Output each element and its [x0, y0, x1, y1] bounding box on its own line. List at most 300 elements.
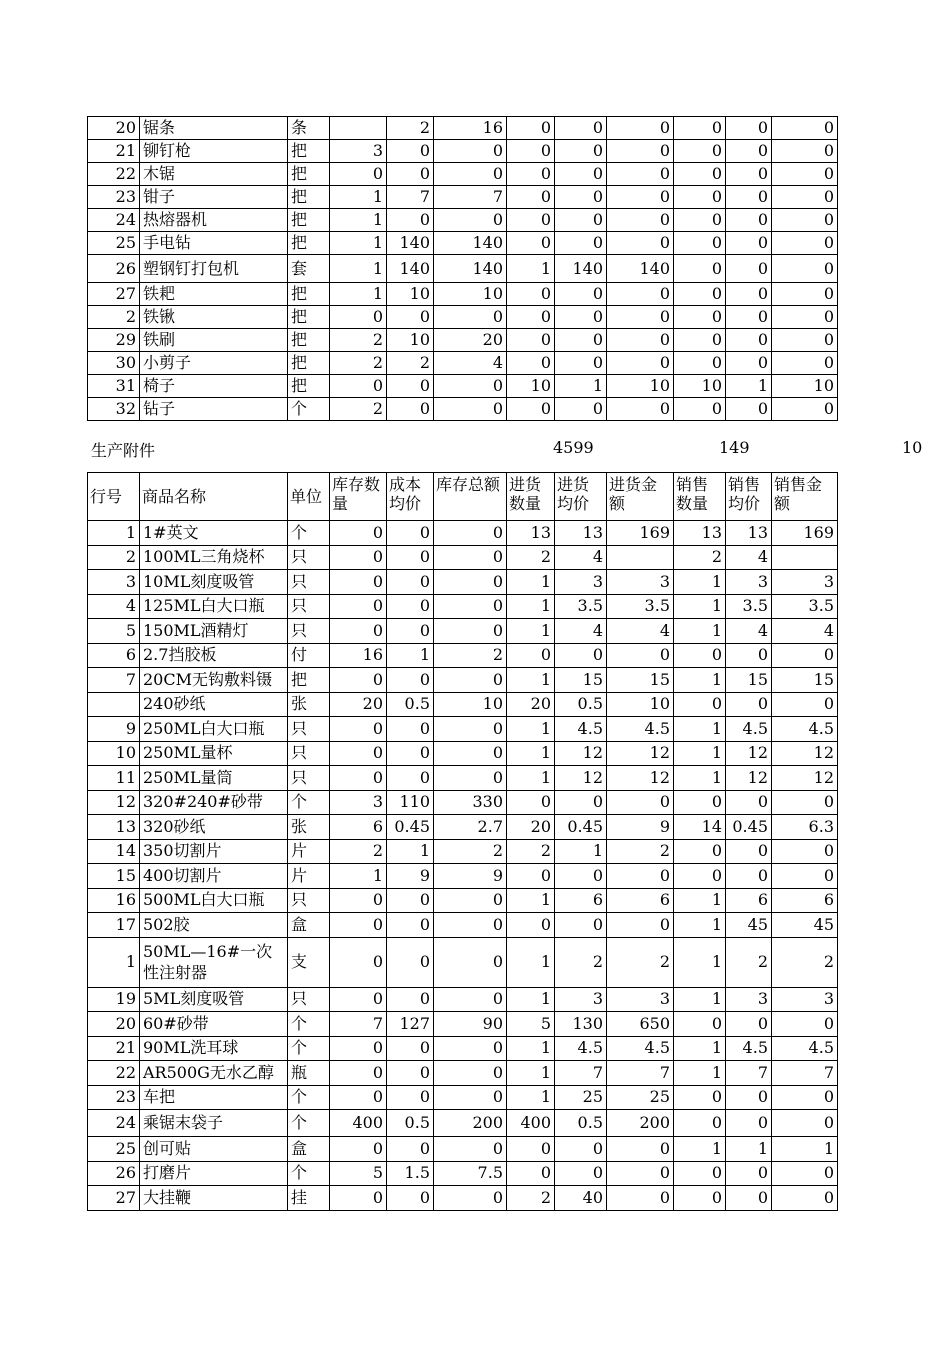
cell-stock-qty: 0 — [330, 1061, 387, 1086]
cell-purchase-amount: 0 — [607, 306, 674, 329]
cell-sales-amount: 0 — [772, 1161, 838, 1186]
header-purchase-qty: 进货数量 — [507, 473, 555, 521]
cell-sales-amount: 2 — [772, 937, 838, 987]
cell-product-name: 钳子 — [140, 186, 288, 209]
cell-sales-amount: 12 — [772, 766, 838, 791]
cell-purchase-avg: 2 — [555, 937, 607, 987]
cell-cost-avg: 0 — [387, 140, 434, 163]
cell-stock-total: 0 — [434, 1061, 507, 1086]
production-accessories-table — [87, 472, 838, 1211]
cell-product-name: 铁耙 — [140, 283, 288, 306]
cell-cost-avg: 2 — [387, 117, 434, 140]
header-sales-amount: 销售金额 — [772, 473, 838, 521]
cell-cost-avg: 0 — [387, 209, 434, 232]
cell-purchase-qty: 1 — [507, 766, 555, 791]
cell-row-number: 26 — [88, 1161, 140, 1186]
table-row — [88, 888, 838, 913]
cell-sales-amount: 0 — [772, 352, 838, 375]
cell-cost-avg: 0 — [387, 1085, 434, 1110]
cell-purchase-amount: 0 — [607, 209, 674, 232]
cell-sales-avg: 15 — [726, 668, 772, 693]
cell-sales-amount: 7 — [772, 1061, 838, 1086]
cell-purchase-qty: 0 — [507, 1161, 555, 1186]
cell-row-number: 9 — [88, 717, 140, 742]
header-cost-avg: 成本均价 — [387, 473, 434, 521]
cell-purchase-avg: 0.45 — [555, 815, 607, 840]
cell-cost-avg: 0 — [387, 913, 434, 938]
cell-stock-total: 0 — [434, 140, 507, 163]
cell-purchase-amount: 169 — [607, 521, 674, 546]
table-row — [88, 545, 838, 570]
cell-stock-qty: 2 — [330, 329, 387, 352]
cell-sales-avg: 3.5 — [726, 594, 772, 619]
cell-row-number: 4 — [88, 594, 140, 619]
cell-sales-qty: 0 — [674, 306, 726, 329]
cell-sales-avg: 4 — [726, 619, 772, 644]
cell-purchase-amount: 0 — [607, 790, 674, 815]
cell-purchase-qty: 0 — [507, 643, 555, 668]
cell-product-name: AR500G无水乙醇 — [140, 1061, 288, 1086]
cell-product-name: 320砂纸 — [140, 815, 288, 840]
cell-sales-amount: 3.5 — [772, 594, 838, 619]
cell-stock-total: 140 — [434, 255, 507, 283]
cell-stock-total: 200 — [434, 1110, 507, 1137]
cell-purchase-amount: 0 — [607, 232, 674, 255]
header-stock-total: 库存总额 — [434, 473, 507, 521]
cell-purchase-qty: 0 — [507, 140, 555, 163]
cell-row-number: 29 — [88, 329, 140, 352]
cell-sales-avg: 4 — [726, 545, 772, 570]
cell-stock-qty: 0 — [330, 987, 387, 1012]
cell-product-name: 塑钢钉打包机 — [140, 255, 288, 283]
cell-purchase-amount: 0 — [607, 352, 674, 375]
cell-row-number: 15 — [88, 864, 140, 889]
cell-row-number: 12 — [88, 790, 140, 815]
cell-purchase-qty: 13 — [507, 521, 555, 546]
cell-row-number: 16 — [88, 888, 140, 913]
cell-sales-amount: 0 — [772, 1186, 838, 1211]
cell-purchase-amount: 0 — [607, 1186, 674, 1211]
cell-sales-amount: 0 — [772, 306, 838, 329]
cell-purchase-avg: 25 — [555, 1085, 607, 1110]
cell-purchase-qty: 1 — [507, 255, 555, 283]
cell-unit: 盒 — [288, 1137, 330, 1162]
cell-purchase-avg: 0 — [555, 140, 607, 163]
cell-stock-total: 20 — [434, 329, 507, 352]
cell-purchase-amount: 0 — [607, 329, 674, 352]
cell-sales-avg: 13 — [726, 521, 772, 546]
cell-stock-total: 4 — [434, 352, 507, 375]
cell-cost-avg: 140 — [387, 232, 434, 255]
cell-stock-total: 2.7 — [434, 815, 507, 840]
cell-purchase-qty: 1 — [507, 619, 555, 644]
cell-sales-avg: 0 — [726, 232, 772, 255]
cell-product-name: 250ML量筒 — [140, 766, 288, 791]
cell-purchase-qty: 1 — [507, 594, 555, 619]
cell-unit: 只 — [288, 987, 330, 1012]
table-row — [88, 1012, 838, 1037]
table-row — [88, 521, 838, 546]
table-row — [88, 352, 838, 375]
cell-product-name: 20CM无钩敷料镊 — [140, 668, 288, 693]
cell-sales-amount: 6.3 — [772, 815, 838, 840]
cell-product-name: 椅子 — [140, 375, 288, 398]
cell-sales-qty: 0 — [674, 163, 726, 186]
cell-purchase-amount: 0 — [607, 283, 674, 306]
cell-row-number: 25 — [88, 1137, 140, 1162]
cell-sales-qty: 0 — [674, 1012, 726, 1037]
cell-product-name: 铆钉枪 — [140, 140, 288, 163]
cell-purchase-qty: 0 — [507, 352, 555, 375]
cell-unit: 盒 — [288, 913, 330, 938]
table-row — [88, 864, 838, 889]
table-row — [88, 594, 838, 619]
cell-unit: 条 — [288, 117, 330, 140]
cell-product-name: 320#240#砂带 — [140, 790, 288, 815]
cell-cost-avg: 0 — [387, 594, 434, 619]
cell-sales-amount: 169 — [772, 521, 838, 546]
cell-sales-qty: 0 — [674, 232, 726, 255]
cell-sales-qty: 1 — [674, 741, 726, 766]
cell-purchase-avg: 12 — [555, 766, 607, 791]
cell-stock-qty: 1 — [330, 255, 387, 283]
cell-row-number: 20 — [88, 1012, 140, 1037]
cell-purchase-qty: 1 — [507, 668, 555, 693]
cell-sales-amount: 10 — [772, 375, 838, 398]
cell-sales-avg: 0 — [726, 163, 772, 186]
cell-purchase-avg: 0 — [555, 1161, 607, 1186]
cell-purchase-amount: 12 — [607, 766, 674, 791]
cell-sales-avg: 0 — [726, 209, 772, 232]
cell-product-name: 铁锹 — [140, 306, 288, 329]
cell-cost-avg: 10 — [387, 283, 434, 306]
cell-stock-total: 2 — [434, 643, 507, 668]
table-row — [88, 186, 838, 209]
cell-unit: 个 — [288, 521, 330, 546]
cell-stock-qty: 7 — [330, 1012, 387, 1037]
cell-sales-amount: 0 — [772, 329, 838, 352]
cell-product-name: 小剪子 — [140, 352, 288, 375]
cell-sales-qty: 0 — [674, 1110, 726, 1137]
cell-cost-avg: 0.5 — [387, 1110, 434, 1137]
cell-sales-qty: 0 — [674, 209, 726, 232]
cell-sales-avg: 6 — [726, 888, 772, 913]
cell-stock-qty: 1 — [330, 186, 387, 209]
cell-purchase-qty: 0 — [507, 790, 555, 815]
table-row — [88, 1186, 838, 1211]
cell-row-number: 21 — [88, 1036, 140, 1061]
cell-stock-qty: 0 — [330, 375, 387, 398]
cell-row-number: 20 — [88, 117, 140, 140]
cell-stock-total: 0 — [434, 375, 507, 398]
cell-unit: 把 — [288, 283, 330, 306]
cell-stock-qty: 0 — [330, 545, 387, 570]
cell-sales-avg: 0.45 — [726, 815, 772, 840]
cell-product-name: 250ML白大口瓶 — [140, 717, 288, 742]
cell-unit: 套 — [288, 255, 330, 283]
cell-sales-qty: 13 — [674, 521, 726, 546]
cell-sales-avg: 0 — [726, 1161, 772, 1186]
cell-purchase-avg: 0 — [555, 209, 607, 232]
cell-purchase-qty: 2 — [507, 545, 555, 570]
cell-stock-total: 0 — [434, 741, 507, 766]
cell-stock-total: 0 — [434, 398, 507, 421]
cell-sales-avg: 0 — [726, 1110, 772, 1137]
cell-unit: 只 — [288, 619, 330, 644]
cell-cost-avg: 140 — [387, 255, 434, 283]
cell-stock-qty: 400 — [330, 1110, 387, 1137]
table-row — [88, 209, 838, 232]
cell-stock-total: 0 — [434, 570, 507, 595]
cell-row-number: 24 — [88, 1110, 140, 1137]
cell-purchase-amount: 6 — [607, 888, 674, 913]
cell-row-number: 7 — [88, 668, 140, 693]
cell-row-number: 22 — [88, 163, 140, 186]
cell-sales-avg: 0 — [726, 329, 772, 352]
cell-purchase-avg: 4.5 — [555, 717, 607, 742]
cell-purchase-avg: 7 — [555, 1061, 607, 1086]
cell-stock-total: 10 — [434, 692, 507, 717]
cell-purchase-qty: 2 — [507, 839, 555, 864]
cell-sales-qty: 1 — [674, 987, 726, 1012]
cell-unit: 只 — [288, 570, 330, 595]
cell-row-number: 14 — [88, 839, 140, 864]
cell-stock-qty: 1 — [330, 232, 387, 255]
cell-stock-total: 0 — [434, 1186, 507, 1211]
cell-sales-avg: 0 — [726, 140, 772, 163]
cell-product-name: 350切割片 — [140, 839, 288, 864]
cell-product-name: 乘锯末袋子 — [140, 1110, 288, 1137]
cell-product-name: 100ML三角烧杯 — [140, 545, 288, 570]
cell-sales-amount: 0 — [772, 186, 838, 209]
cell-purchase-qty: 1 — [507, 987, 555, 1012]
cell-purchase-qty: 20 — [507, 692, 555, 717]
cell-purchase-amount: 10 — [607, 375, 674, 398]
cell-purchase-avg: 140 — [555, 255, 607, 283]
cell-sales-qty: 0 — [674, 864, 726, 889]
cell-product-name: 2.7挡胶板 — [140, 643, 288, 668]
cell-product-name: 90ML洗耳球 — [140, 1036, 288, 1061]
header-purchase-amount: 进货金额 — [607, 473, 674, 521]
cell-stock-total: 90 — [434, 1012, 507, 1037]
cell-sales-avg: 0 — [726, 1012, 772, 1037]
cell-unit: 只 — [288, 888, 330, 913]
cell-cost-avg: 2 — [387, 352, 434, 375]
cell-purchase-avg: 4 — [555, 619, 607, 644]
cell-sales-amount: 0 — [772, 1012, 838, 1037]
cell-purchase-avg: 0 — [555, 913, 607, 938]
cell-purchase-qty: 1 — [507, 1085, 555, 1110]
cell-unit: 个 — [288, 1085, 330, 1110]
cell-purchase-amount: 200 — [607, 1110, 674, 1137]
cell-row-number: 11 — [88, 766, 140, 791]
cell-sales-avg: 12 — [726, 741, 772, 766]
cell-stock-qty: 2 — [330, 352, 387, 375]
cell-sales-qty: 1 — [674, 913, 726, 938]
cell-sales-amount: 0 — [772, 692, 838, 717]
cell-unit: 支 — [288, 937, 330, 987]
table-row — [88, 1061, 838, 1086]
cell-unit: 张 — [288, 692, 330, 717]
cell-purchase-qty: 0 — [507, 209, 555, 232]
cell-sales-qty: 0 — [674, 790, 726, 815]
cell-cost-avg: 0 — [387, 545, 434, 570]
cell-sales-qty: 0 — [674, 398, 726, 421]
cell-sales-qty: 1 — [674, 937, 726, 987]
cell-sales-amount: 3 — [772, 987, 838, 1012]
cell-sales-avg: 3 — [726, 987, 772, 1012]
cell-row-number: 27 — [88, 283, 140, 306]
cell-sales-qty: 14 — [674, 815, 726, 840]
cell-product-name: 500ML白大口瓶 — [140, 888, 288, 913]
cell-sales-qty: 1 — [674, 668, 726, 693]
cell-product-name: 打磨片 — [140, 1161, 288, 1186]
cell-sales-amount: 0 — [772, 839, 838, 864]
cell-purchase-avg: 0 — [555, 643, 607, 668]
cell-sales-avg: 0 — [726, 1085, 772, 1110]
cell-unit: 只 — [288, 717, 330, 742]
cell-sales-amount: 45 — [772, 913, 838, 938]
cell-stock-total: 0 — [434, 1137, 507, 1162]
cell-purchase-avg: 13 — [555, 521, 607, 546]
cell-purchase-amount: 0 — [607, 864, 674, 889]
cell-stock-total: 0 — [434, 163, 507, 186]
cell-sales-avg: 0 — [726, 255, 772, 283]
cell-sales-amount: 3 — [772, 570, 838, 595]
cell-sales-amount: 0 — [772, 163, 838, 186]
cell-product-name: 木锯 — [140, 163, 288, 186]
cell-stock-total: 0 — [434, 937, 507, 987]
cell-sales-avg: 0 — [726, 692, 772, 717]
cell-stock-total: 0 — [434, 913, 507, 938]
header-sales-qty: 销售数量 — [674, 473, 726, 521]
cell-unit: 只 — [288, 741, 330, 766]
cell-row-number: 21 — [88, 140, 140, 163]
cell-row-number: 25 — [88, 232, 140, 255]
cell-purchase-avg: 3 — [555, 987, 607, 1012]
cell-purchase-amount: 0 — [607, 140, 674, 163]
cell-product-name: 250ML量杯 — [140, 741, 288, 766]
cell-purchase-qty: 0 — [507, 329, 555, 352]
cell-sales-qty: 0 — [674, 329, 726, 352]
cell-purchase-avg: 12 — [555, 741, 607, 766]
cell-stock-qty: 0 — [330, 717, 387, 742]
cell-stock-qty: 0 — [330, 888, 387, 913]
cell-stock-total: 0 — [434, 987, 507, 1012]
cell-purchase-qty: 0 — [507, 283, 555, 306]
cell-unit: 把 — [288, 232, 330, 255]
cell-cost-avg: 0 — [387, 888, 434, 913]
cell-purchase-amount: 650 — [607, 1012, 674, 1037]
stock-total: 4599 — [553, 438, 594, 457]
cell-stock-qty: 0 — [330, 1137, 387, 1162]
cell-unit: 把 — [288, 375, 330, 398]
cell-purchase-avg: 0 — [555, 163, 607, 186]
cell-cost-avg: 0 — [387, 1186, 434, 1211]
cell-stock-total: 16 — [434, 117, 507, 140]
cell-stock-qty: 0 — [330, 306, 387, 329]
cell-row-number: 19 — [88, 987, 140, 1012]
cell-cost-avg: 0 — [387, 1137, 434, 1162]
cell-sales-amount: 0 — [772, 117, 838, 140]
cell-cost-avg: 9 — [387, 864, 434, 889]
cell-row-number: 31 — [88, 375, 140, 398]
cell-sales-qty: 0 — [674, 352, 726, 375]
table-row — [88, 1110, 838, 1137]
cell-unit: 把 — [288, 186, 330, 209]
cell-purchase-amount: 2 — [607, 937, 674, 987]
cell-sales-amount: 0 — [772, 232, 838, 255]
cell-purchase-amount: 25 — [607, 1085, 674, 1110]
cell-stock-qty: 0 — [330, 1186, 387, 1211]
cell-purchase-avg: 0.5 — [555, 692, 607, 717]
cell-stock-total: 330 — [434, 790, 507, 815]
cell-cost-avg: 0 — [387, 521, 434, 546]
cell-sales-avg: 12 — [726, 766, 772, 791]
header-sales-avg: 销售均价 — [726, 473, 772, 521]
cell-unit: 个 — [288, 790, 330, 815]
cell-sales-avg: 0 — [726, 117, 772, 140]
cell-stock-qty: 20 — [330, 692, 387, 717]
cell-row-number: 6 — [88, 643, 140, 668]
cell-stock-total: 0 — [434, 594, 507, 619]
cell-purchase-avg: 1 — [555, 375, 607, 398]
cell-sales-avg: 0 — [726, 1186, 772, 1211]
cell-row-number: 32 — [88, 398, 140, 421]
cell-purchase-avg: 0 — [555, 306, 607, 329]
cell-stock-total: 0 — [434, 306, 507, 329]
cell-sales-qty: 10 — [674, 375, 726, 398]
cell-product-name: 1#英文 — [140, 521, 288, 546]
cell-stock-qty: 3 — [330, 790, 387, 815]
cell-stock-qty: 0 — [330, 668, 387, 693]
cell-sales-avg: 1 — [726, 1137, 772, 1162]
cell-product-name: 热熔器机 — [140, 209, 288, 232]
cell-product-name: 锯条 — [140, 117, 288, 140]
cell-sales-amount: 1 — [772, 1137, 838, 1162]
cell-sales-amount: 0 — [772, 790, 838, 815]
cell-sales-qty: 0 — [674, 692, 726, 717]
cell-stock-total: 9 — [434, 864, 507, 889]
cell-purchase-amount: 0 — [607, 1161, 674, 1186]
cell-purchase-amount: 4 — [607, 619, 674, 644]
cell-row-number: 22 — [88, 1061, 140, 1086]
cell-unit: 把 — [288, 306, 330, 329]
cell-cost-avg: 0 — [387, 766, 434, 791]
cell-sales-avg: 2 — [726, 937, 772, 987]
cell-unit: 瓶 — [288, 1061, 330, 1086]
cell-product-name: 钻子 — [140, 398, 288, 421]
cell-stock-total: 10 — [434, 283, 507, 306]
cell-purchase-avg: 0 — [555, 232, 607, 255]
cell-product-name: 60#砂带 — [140, 1012, 288, 1037]
cell-sales-qty: 0 — [674, 117, 726, 140]
table-row — [88, 163, 838, 186]
header-purchase-avg: 进货均价 — [555, 473, 607, 521]
cell-row-number: 5 — [88, 619, 140, 644]
table-row — [88, 117, 838, 140]
cell-stock-qty: 0 — [330, 741, 387, 766]
cell-purchase-amount: 4.5 — [607, 1036, 674, 1061]
cell-purchase-qty: 1 — [507, 937, 555, 987]
cell-purchase-amount: 0 — [607, 913, 674, 938]
cell-cost-avg: 0 — [387, 717, 434, 742]
cell-purchase-avg: 6 — [555, 888, 607, 913]
cell-product-name: 400切割片 — [140, 864, 288, 889]
cell-purchase-qty: 400 — [507, 1110, 555, 1137]
cell-sales-amount: 0 — [772, 398, 838, 421]
table-row — [88, 815, 838, 840]
